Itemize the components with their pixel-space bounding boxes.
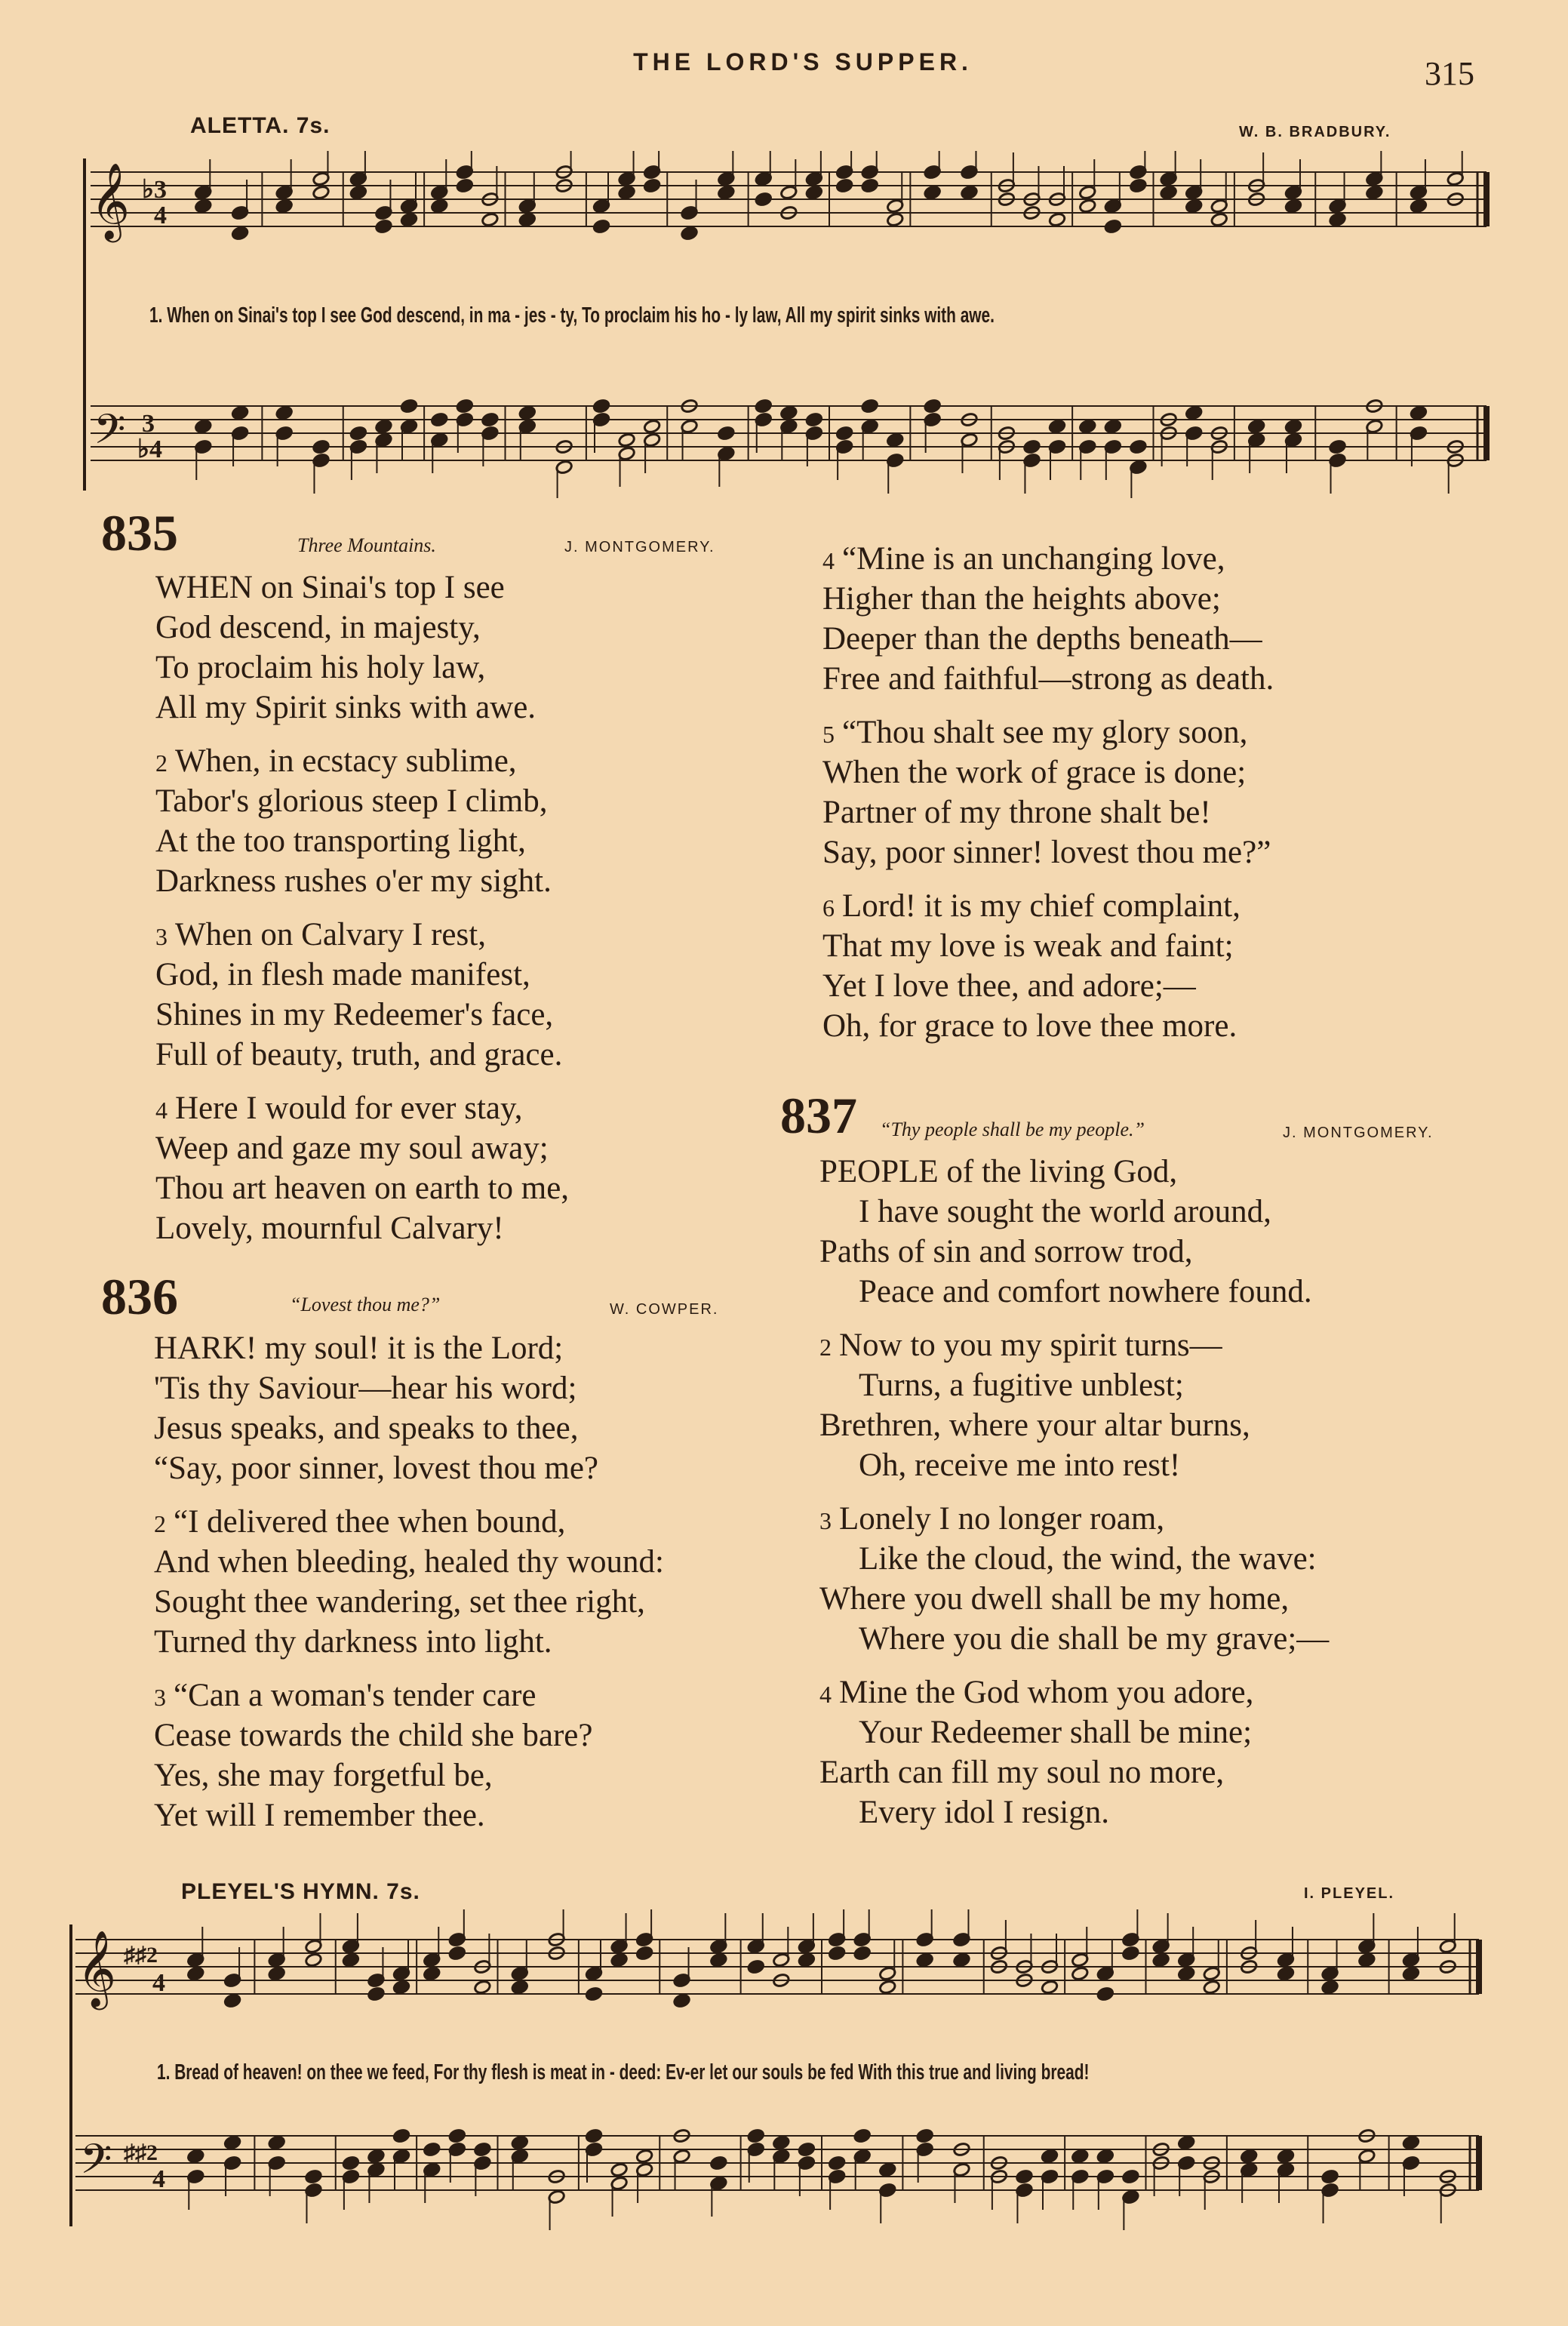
note-head [747,1959,765,1974]
note-head [861,398,879,414]
hymn-835-stanzas [155,568,569,1248]
note-head [924,398,942,414]
stanza-line: When the work of grace is done; [822,755,1247,790]
stanza-line: And when bleeding, healed thy wound: [154,1544,664,1580]
note-head [448,1946,466,1961]
note-head [1023,439,1041,454]
note-head [312,439,331,454]
bass-clef-icon: 𝄢 [94,405,126,463]
note-head [1096,2149,1115,2164]
stanza-line: 2 “I delivered thee when bound, [154,1504,566,1540]
page-number: 315 [1425,55,1474,92]
note-head [305,2169,323,2184]
note-head [349,185,367,200]
note-head [474,2142,492,2157]
note-head [681,226,699,241]
note-head [1048,419,1066,434]
stanza-line: Lovely, mournful Calvary! [155,1211,504,1246]
note-head [610,2162,629,2177]
note-head [456,178,474,193]
hymn-837-subtitle: “Thy people shall be my people.” [880,1118,1145,1140]
note-head [718,426,736,441]
note-head [1048,212,1066,227]
note-head [1122,1946,1140,1961]
note-head [430,412,448,427]
stanza-line: Oh, receive me into rest! [859,1448,1181,1483]
stanza-number: 3 [154,1684,166,1711]
svg-text:4: 4 [152,2165,165,2193]
note-head [1185,405,1203,420]
note-head [231,226,249,241]
note-head [805,412,823,427]
stanza-line: 2 Now to you my spirit turns— [819,1328,1222,1363]
note-head [481,412,500,427]
stanza-line: Say, poor sinner! lovest thou me?” [822,835,1271,870]
stanza-number: 4 [822,547,835,574]
note-head [268,1966,286,1981]
stanza-number: 6 [822,894,835,921]
svg-text:3: 3 [142,410,155,438]
note-head [231,405,249,420]
svg-text:4: 4 [152,1969,165,1997]
stanza-line: “Say, poor sinner, lovest thou me? [154,1451,599,1486]
stanza-line: Yes, she may forgetful be, [154,1758,493,1793]
stanza-number: 2 [819,1334,832,1361]
stanza-line: Full of beauty, truth, and grace. [155,1037,563,1072]
note-head [423,1966,441,1981]
stanza-number: 4 [819,1681,832,1708]
note-head [1071,1966,1089,1981]
note-head [456,398,474,414]
note-head [1240,2149,1258,2164]
note-head [585,2128,603,2143]
note-head [1329,439,1347,454]
note-head [643,419,661,434]
note-head [474,1980,492,1995]
stanza-number: 2 [154,1510,166,1537]
note-head [828,2155,846,2171]
note-head [1329,212,1347,227]
stanza-line: Where you dwell shall be my home, [819,1581,1290,1617]
note-head [961,185,979,200]
note-head [223,1993,241,2008]
note-head [1321,1980,1339,1995]
svg-text:♭3: ♭3 [142,176,168,204]
stanza-line: All my Spirit sinks with awe. [155,690,537,725]
note-head [1177,2135,1195,2150]
hymn-836-author: W. COWPER. [610,1301,719,1318]
note-head [349,426,367,441]
tune-composer-pleyel: I. PLEYEL. [1304,1885,1395,1902]
note-head [268,2135,286,2150]
stanza-line: 4 Here I would for ever stay, [155,1091,523,1126]
note-head [1203,1980,1221,1995]
note-head [1402,2135,1420,2150]
note-head [1016,2169,1034,2184]
stanza-line: 4 Mine the God whom you adore, [819,1675,1254,1710]
note-head [610,1952,629,1968]
stanza-line: Paths of sin and sorrow trod, [819,1234,1193,1269]
stanza-line: Partner of my throne shalt be! [822,795,1211,830]
stanza-line: Thou art heaven on earth to me, [155,1171,570,1206]
note-head [367,1986,386,2001]
stanza-line: Your Redeemer shall be mine; [859,1715,1253,1750]
note-head [1277,2149,1295,2164]
note-head [1277,1966,1295,1981]
note-head [592,398,610,414]
note-head [1410,405,1428,420]
note-head [1078,419,1096,434]
note-head [1402,1966,1420,1981]
stanza-line: That my love is weak and faint; [822,928,1234,964]
note-head [618,432,636,448]
note-head [916,2128,934,2143]
stanza-number: 2 [155,749,168,777]
treble-clef-icon: 𝄞 [77,1929,117,2007]
note-head [1284,198,1302,214]
note-head [1358,1952,1376,1968]
note-head [392,2128,410,2143]
note-head [305,1952,323,1968]
note-head [481,212,500,227]
stanza-number: 3 [819,1507,832,1534]
stanza-line: Turns, a fugitive unblest; [859,1368,1184,1403]
note-head [1210,212,1228,227]
note-head [924,185,942,200]
hymn-836-subtitle: “Lovest thou me?” [290,1294,441,1315]
note-head [953,1952,971,1968]
note-head [518,212,537,227]
stanza-line: 6 Lord! it is my chief complaint, [822,888,1241,924]
stanza-line: PEOPLE of the living God, [819,1154,1178,1189]
note-head [805,185,823,200]
note-head [585,1986,603,2001]
note-head [1152,1952,1170,1968]
note-head [275,198,294,214]
stanza-number: 4 [155,1097,168,1124]
note-head [448,2128,466,2143]
stanza-line: 3 Lonely I no longer roam, [819,1501,1165,1537]
note-head [367,2149,386,2164]
note-head [1366,185,1384,200]
note-head [886,432,904,448]
note-head [755,192,773,207]
note-head [916,1952,934,1968]
note-head [828,1946,846,1961]
note-head [1130,178,1148,193]
stanza-line: Oh, for grace to love thee more. [822,1008,1237,1044]
lyric-underlay-aletta: 1. When on Sinai's top I see God descend, in ma - jes - ty, To proclaim his ho - ly law, All my spirit sinks with awe. [149,303,995,328]
stanza-number: 5 [822,721,835,748]
hymn-number-836: 836 [101,1268,178,1325]
note-head [1177,1966,1195,1981]
stanza-line: Higher than the heights above; [822,581,1221,617]
note-head [673,1993,691,2008]
lyric-underlay-pleyel: 1. Bread of heaven! on thee we feed, For thy flesh is meat in - deed: Ev-er let our souls be fed With this true and living bread! [157,2060,1090,2084]
note-head [798,1952,816,1968]
note-head [186,2149,204,2164]
note-head [773,2135,791,2150]
stanza-number: 3 [155,923,168,950]
stanza-line: To proclaim his holy law, [155,650,486,685]
note-head [1104,419,1122,434]
note-head [223,2135,241,2150]
note-head [835,426,853,441]
stanza-line: Deeper than the depths beneath— [822,621,1262,657]
stanza-line: 3 “Can a woman's tender care [154,1678,537,1713]
note-head [635,1946,653,1961]
note-head [342,2155,360,2171]
stanza-line: Tabor's glorious steep I climb, [155,783,548,819]
note-head [835,178,853,193]
stanza-line: God descend, in majesty, [155,610,481,645]
stanza-line: Every idol I resign. [859,1795,1109,1830]
stanza-line: Jesus speaks, and speaks to thee, [154,1411,579,1446]
note-head [886,212,904,227]
stanza-line: Earth can fill my soul no more, [819,1755,1225,1790]
note-head [1122,2169,1140,2184]
running-title: THE LORD'S SUPPER. [633,48,973,75]
stanza-line: At the too transporting light, [155,823,526,859]
note-head [1078,198,1096,214]
stanza-line: Yet I love thee, and adore;— [822,968,1196,1004]
note-head [1071,2149,1089,2164]
note-head [747,2128,765,2143]
note-head [392,1980,410,1995]
stanza-line: 5 “Thou shalt see my glory soon, [822,715,1248,750]
stanza-line: Weep and gaze my soul away; [155,1131,549,1166]
note-head [1160,185,1178,200]
note-head [635,2149,653,2164]
svg-text:♯♯2: ♯♯2 [124,1943,158,1968]
note-head [853,2128,872,2143]
stanza-line: Turned thy darkness into light. [154,1624,552,1660]
note-head [861,178,879,193]
note-head [878,1980,896,1995]
stanza-line: Darkness rushes o'er my sight. [155,863,552,899]
stanza-line: Free and faithful—strong as death. [822,661,1274,697]
note-head [186,1966,204,1981]
note-head [1041,2149,1059,2164]
note-head [618,185,636,200]
hymn-836-stanzas [154,1328,664,1835]
stanza-line: Cease towards the child she bare? [154,1718,593,1753]
note-head [1321,2169,1339,2184]
svg-text:4: 4 [154,202,167,229]
note-head [1185,198,1203,214]
note-head [194,198,212,214]
note-head [1104,219,1122,234]
note-head [518,405,537,420]
note-head [400,212,418,227]
stanza-line: 3 When on Calvary I rest, [155,917,486,952]
stanza-line: God, in flesh made manifest, [155,957,530,992]
note-head [511,2135,529,2150]
stanza-line: HARK! my soul! it is the Lord; [154,1331,564,1366]
note-head [710,1952,728,1968]
note-head [718,185,736,200]
note-head [511,1980,529,1995]
note-head [643,178,661,193]
tune-composer-aletta: W. B. BRADBURY. [1239,124,1391,140]
tune-title-pleyel: PLEYEL'S HYMN. 7s. [181,1879,420,1904]
hymn-837-stanzas [819,1152,1329,1832]
stanza-line: WHEN on Sinai's top I see [155,570,505,605]
stanza-line: 2 When, in ecstacy sublime, [155,743,517,779]
stanza-line: 'Tis thy Saviour—hear his word; [154,1371,577,1406]
note-head [430,198,448,214]
hymn-837-author: J. MONTGOMERY. [1283,1125,1434,1141]
hymn-number-837: 837 [780,1087,857,1144]
note-head [342,1952,360,1968]
stanza-line: Sought thee wandering, set thee right, [154,1584,645,1620]
svg-text:♯♯2: ♯♯2 [124,2140,158,2165]
note-head [853,1946,872,1961]
hymn-835-author: J. MONTGOMERY. [564,539,715,555]
stanza-line: Where you die shall be my grave;— [859,1621,1330,1657]
note-head [710,2155,728,2171]
note-head [755,398,773,414]
note-head [275,405,294,420]
note-head [780,405,798,420]
stanza-line: I have sought the world around, [859,1194,1271,1229]
stanza-line: Like the cloud, the wind, the wave: [859,1541,1317,1577]
stanza-line: Brethren, where your altar burns, [819,1408,1250,1443]
note-head [592,219,610,234]
note-head [1096,1986,1115,2001]
note-head [312,185,331,200]
hymn-835-continued-stanzas [822,539,1274,1046]
stanza-line: 4 “Mine is an unchanging love, [822,541,1225,577]
note-head [1410,198,1428,214]
tune-title-aletta: ALETTA. 7s. [190,113,331,138]
note-head [375,219,393,234]
note-head [194,419,212,434]
hymn-835-subtitle: Three Mountains. [297,534,436,556]
treble-clef-icon: 𝄞 [91,162,131,239]
note-head [798,2142,816,2157]
stanza-line: Peace and comfort nowhere found. [859,1274,1312,1309]
stanza-line: Yet will I remember thee. [154,1798,485,1833]
note-head [1247,419,1265,434]
note-head [878,2162,896,2177]
note-head [1041,1980,1059,1995]
note-head [423,2142,441,2157]
bass-clef-icon: 𝄢 [80,2135,112,2193]
hymn-number-835: 835 [101,504,178,562]
note-head [400,398,418,414]
svg-text:♭4: ♭4 [137,435,163,463]
stanza-line: Shines in my Redeemer's face, [155,997,554,1032]
note-head [1284,419,1302,434]
note-head [375,419,393,434]
note-head [1130,439,1148,454]
